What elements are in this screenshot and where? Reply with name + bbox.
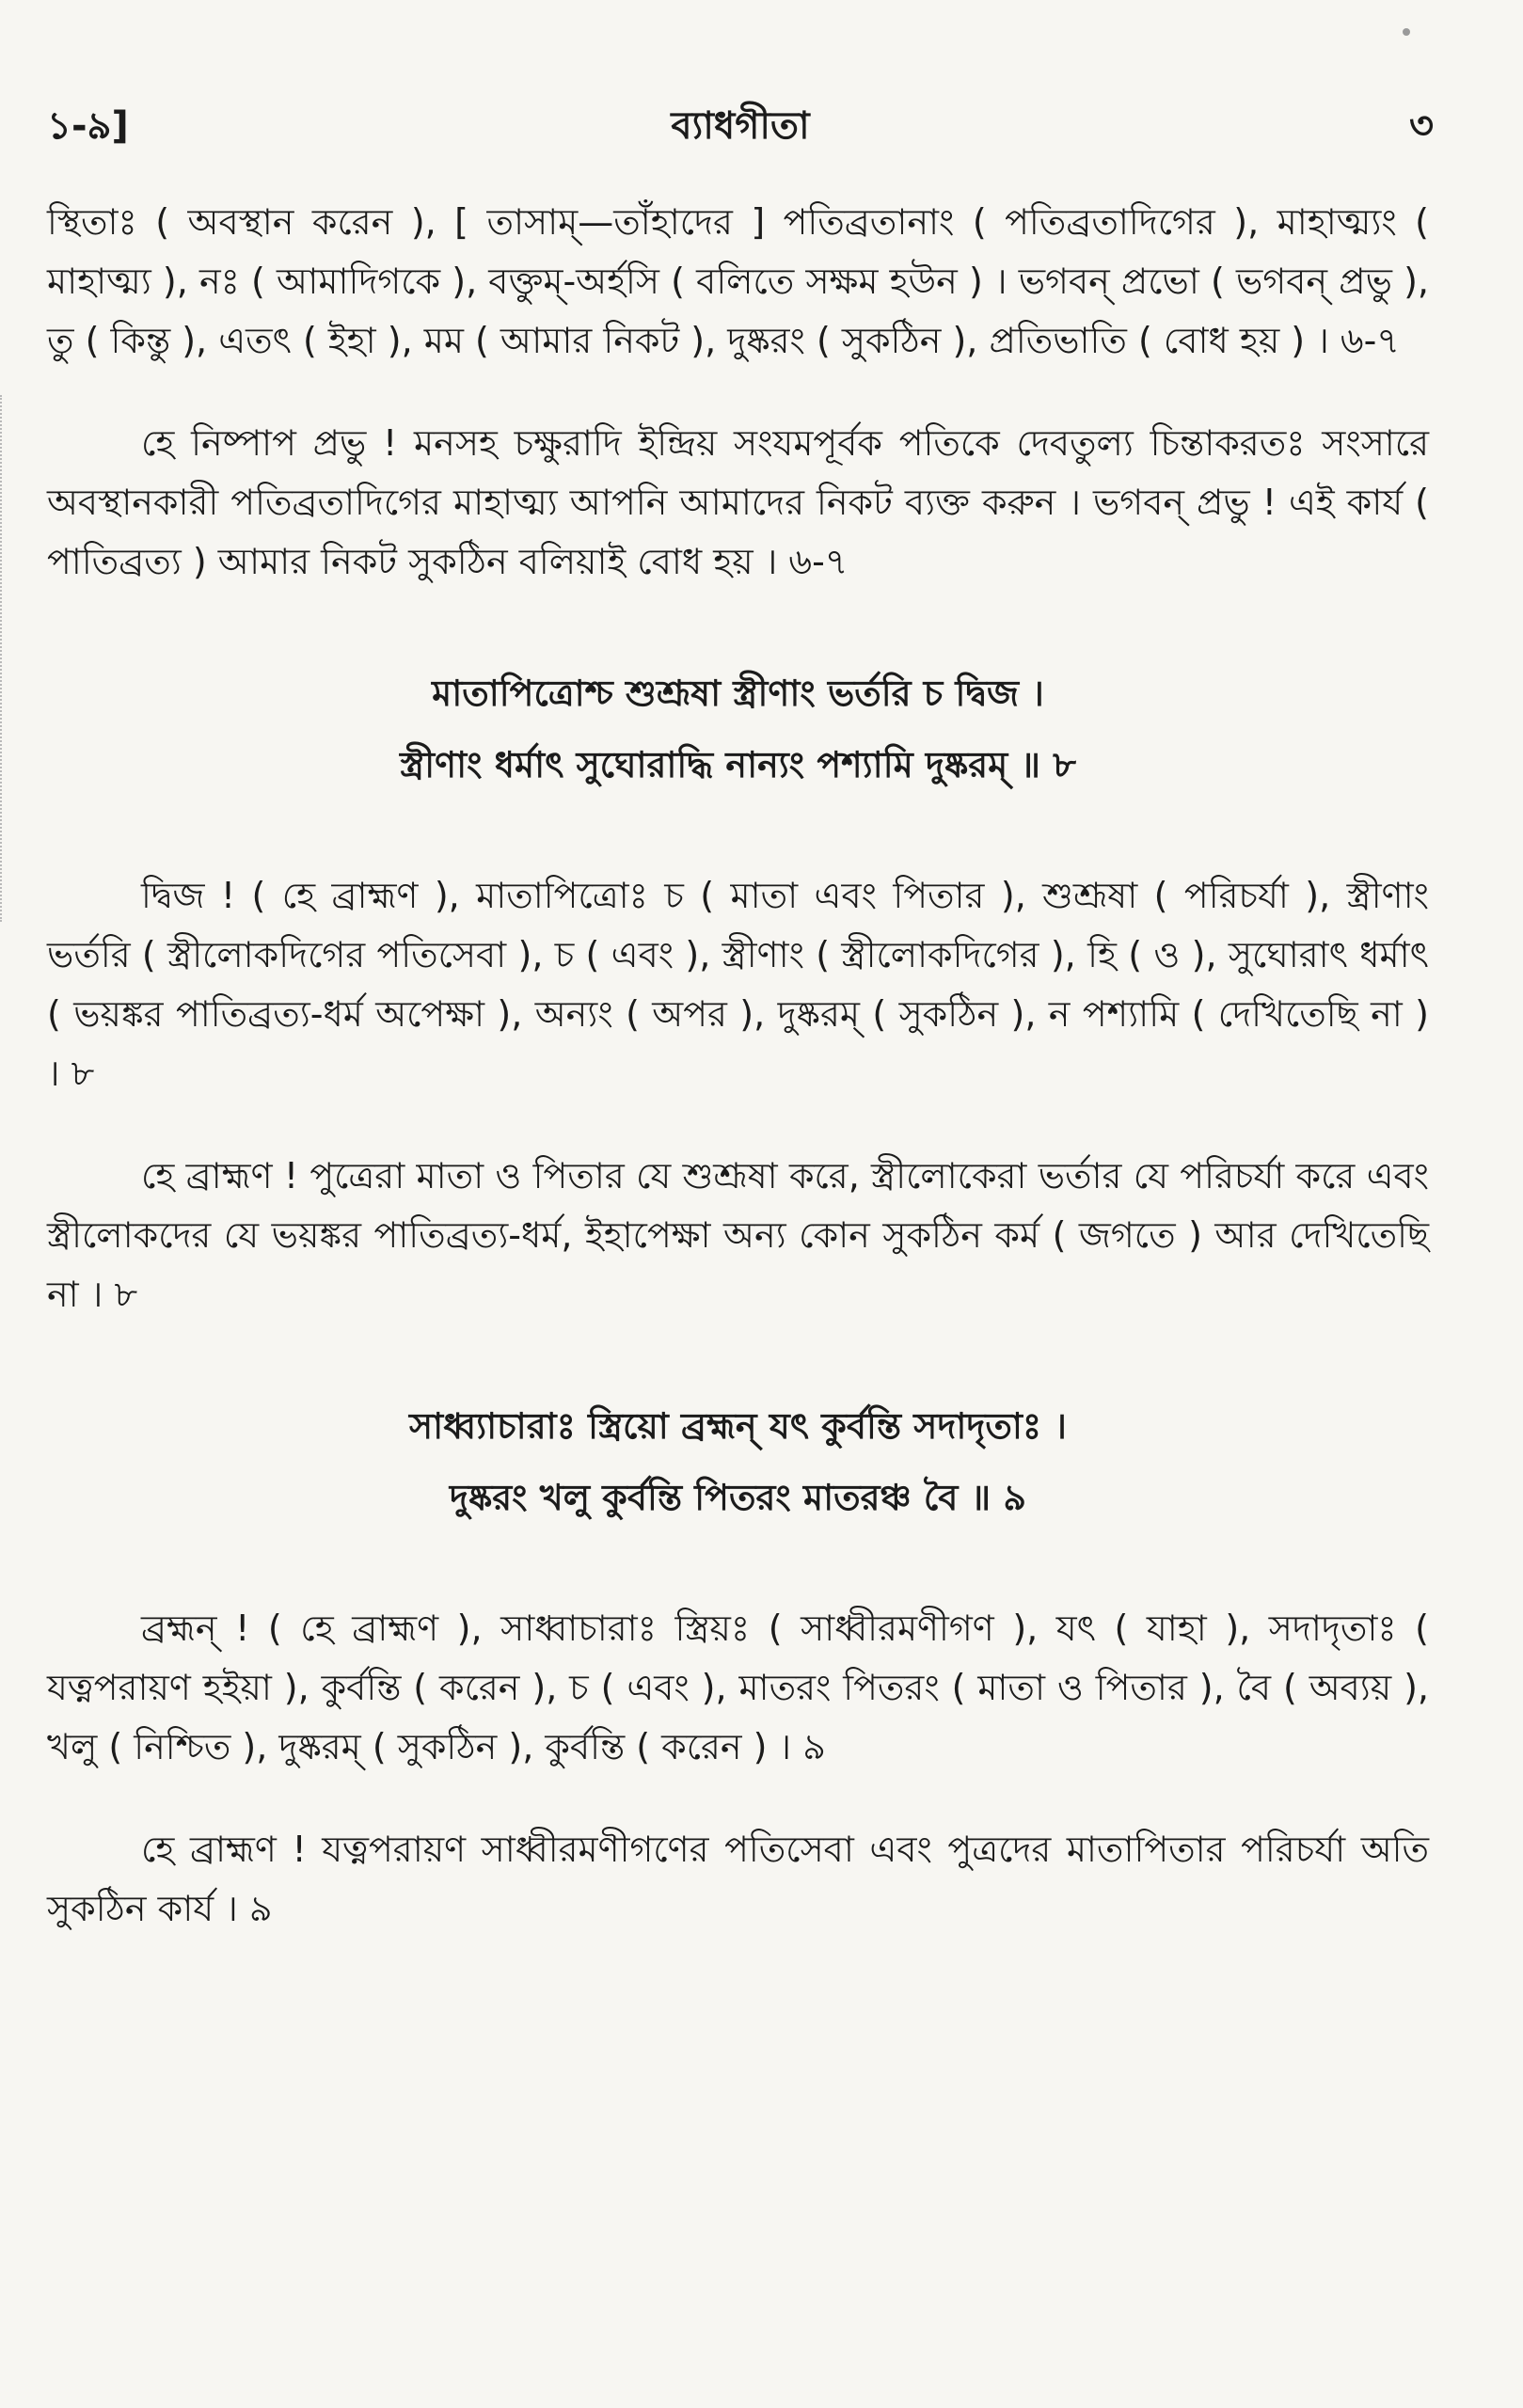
verse-9-line-1: সাধ্ব্যাচারাঃ স্ত্রিয়ো ব্রহ্মন্ যৎ কুর্বন্তি সদাদৃতাঃ । [409,1405,1067,1447]
gloss-paragraph-9: ব্রহ্মন্ ! ( হে ব্রাহ্মণ ), সাধ্বাচারাঃ স্ত্রিয়ঃ ( সাধ্বীরমণীগণ ), যৎ ( যাহা ), সদাদৃতাঃ ( যত্নপরায়ণ হইয়া ), কুর্বন্তি ( করেন ), চ ( এবং ), মাতরং পিতরং ( মাতা ও পিতার ), বৈ ( অব্যয় ), খলু ( নিশ্চিত ), দুষ্করম্ ( সুকঠিন ), কুর্বন্তি ( করেন ) । ৯ [47,1608,1429,1767]
sanskrit-verse-9 [47,1390,1429,1533]
translation-paragraph-8: হে ব্রাহ্মণ ! পুত্রেরা মাতা ও পিতার যে শুশ্রূষা করে, স্ত্রীলোকেরা ভর্তার যে পরিচর্যা করে এবং স্ত্রীলোকদের যে ভয়ঙ্কর পাতিব্রত্য-ধর্ম, ইহাপেক্ষা অন্য কোন সুকঠিন কর্ম ( জগতে ) আর দেখিতেছি না । ৮ [47,1155,1429,1315]
page-body [47,193,1429,1986]
gloss-paragraph-8: দ্বিজ ! ( হে ব্রাহ্মণ ), মাতাপিত্রোঃ চ ( মাতা এবং পিতার ), শুশ্রূষা ( পরিচর্যা ), স্ত্রীণাং ভর্তরি ( স্ত্রীলোকদিগের পতিসেবা ), চ ( এবং ), স্ত্রীণাং ( স্ত্রীলোকদিগের ), হি ( ও ), সুঘোরাৎ ধর্মাৎ ( ভয়ঙ্কর পাতিব্রত্য-ধর্ম অপেক্ষা ), অন্যং ( অপর ), দুষ্করম্ ( সুকঠিন ), ন পশ্যামি ( দেখিতেছি না ) । ৮ [47,875,1429,1094]
verse-8-line-2: স্ত্রীণাং ধর্মাৎ সুঘোরাদ্ধি নান্যং পশ্যামি দুষ্করম্ ॥ ৮ [400,744,1076,785]
gloss-paragraph-6-7: স্থিতাঃ ( অবস্থান করেন ), [ তাসাম্—তাঁহাদের ] পতিব্রতানাং ( পতিব্রতাদিগের ), মাহাত্ম্যং ( মাহাত্ম্য ), নঃ ( আমাদিগকে ), বক্তুম্-অর্হসি ( বলিতে সক্ষম হউন ) । ভগবন্ প্রভো ( ভগবন্ প্রভু ), তু ( কিন্তু ), এতৎ ( ইহা ), মম ( আমার নিকট ), দুষ্করং ( সুকঠিন ), প্রতিভাতি ( বোধ হয় ) । ৬-৭ [47,201,1429,361]
translation-paragraph-6-7: হে নিষ্পাপ প্রভু ! মনসহ চক্ষুরাদি ইন্দ্রিয় সংযমপূর্বক পতিকে দেবতুল্য চিন্তাকরতঃ সংসারে অবস্থানকারী পতিব্রতাদিগের মাহাত্ম্য আপনি আমাদের নিকট ব্যক্ত করুন । ভগবন্ প্রভু ! এই কার্য ( পাতিব্রত্য ) আমার নিকট সুকঠিন বলিয়াই বোধ হয় । ৬-৭ [47,422,1429,582]
running-header [47,99,1434,155]
page-binding-edge [0,395,8,922]
translation-paragraph-9: হে ব্রাহ্মণ ! যত্নপরায়ণ সাধ্বীরমণীগণের পতিসেবা এবং পুত্রদের মাতাপিতার পরিচর্যা অতি সুকঠিন কার্য । ৯ [47,1829,1429,1929]
section-range: ১-৯] [47,103,129,148]
verse-9-line-2: দুষ্করং খলু কুর্বন্তি পিতরং মাতরঞ্চ বৈ ॥ ৯ [449,1477,1027,1518]
book-title: ব্যাধগীতা [671,103,810,148]
verse-8-line-1: মাতাপিত্রোশ্চ শুশ্রূষা স্ত্রীণাং ভর্তরি চ দ্বিজ । [432,673,1044,714]
sanskrit-verse-8 [47,657,1429,800]
page-number: ৩ [1408,103,1434,148]
scan-mark [1403,28,1410,36]
